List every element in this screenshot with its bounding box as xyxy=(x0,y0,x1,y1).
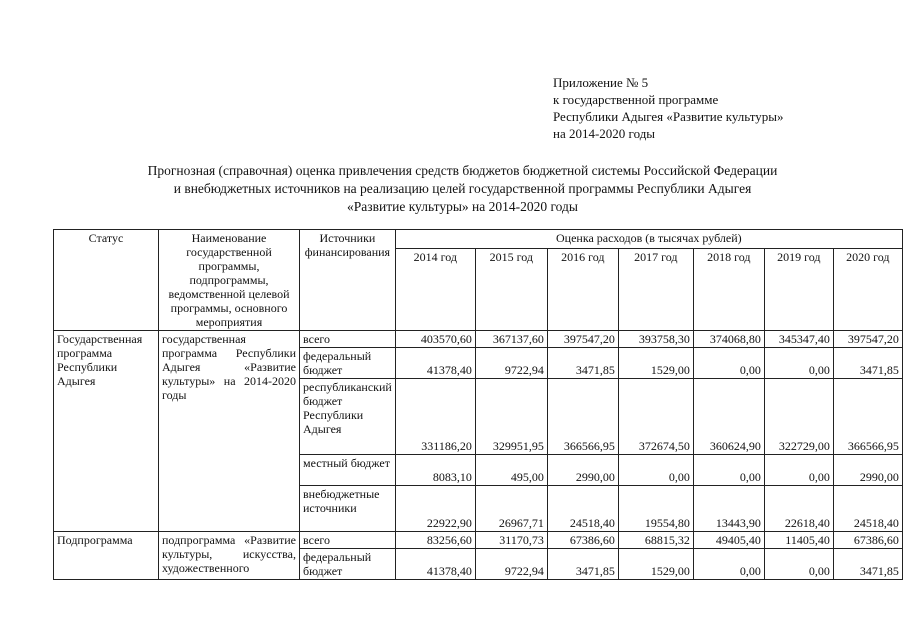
header-status: Статус xyxy=(54,230,159,331)
value-cell: 397547,20 xyxy=(833,331,902,348)
source-cell: всего xyxy=(300,532,396,549)
value-cell: 0,00 xyxy=(693,549,764,580)
source-cell: внебюджетные источники xyxy=(300,486,396,532)
source-cell: местный бюджет xyxy=(300,455,396,486)
table-row xyxy=(54,532,903,549)
document-title xyxy=(60,162,865,216)
value-cell: 9722,94 xyxy=(475,549,547,580)
value-cell: 13443,90 xyxy=(693,486,764,532)
header-estimate: Оценка расходов (в тысячах рублей) xyxy=(395,230,902,249)
value-cell: 49405,40 xyxy=(693,532,764,549)
value-cell: 374068,80 xyxy=(693,331,764,348)
title-line: Прогнозная (справочная) оценка привлечения средств бюджетов бюджетной системы Российской Федерации xyxy=(147,163,778,178)
header-sources: Источники финансирования xyxy=(300,230,396,331)
source-cell: федеральный бюджет xyxy=(300,549,396,580)
value-cell: 3471,85 xyxy=(833,549,902,580)
value-cell: 19554,80 xyxy=(618,486,693,532)
value-cell: 360624,90 xyxy=(693,379,764,455)
status-cell: Государственная программа Республики Адыгея xyxy=(54,331,159,532)
value-cell: 0,00 xyxy=(764,348,833,379)
appendix-line: к государственной программе xyxy=(553,92,719,107)
value-cell: 322729,00 xyxy=(764,379,833,455)
value-cell: 24518,40 xyxy=(833,486,902,532)
value-cell: 366566,95 xyxy=(833,379,902,455)
value-cell: 3471,85 xyxy=(547,549,618,580)
value-cell: 3471,85 xyxy=(547,348,618,379)
value-cell: 8083,10 xyxy=(395,455,475,486)
value-cell: 495,00 xyxy=(475,455,547,486)
value-cell: 11405,40 xyxy=(764,532,833,549)
title-line: и внебюджетных источников на реализацию целей государственной программы Республики Адыгея xyxy=(173,181,752,196)
program-name-cell: подпрограмма «Развитие культуры, искусства, художественного xyxy=(159,532,300,580)
header-year: 2018 год xyxy=(693,248,764,330)
value-cell: 2990,00 xyxy=(833,455,902,486)
source-cell: республиканский бюджет Республики Адыгея xyxy=(300,379,396,455)
header-name: Наименование государственной программы, подпрограммы, ведомственной целевой программы, основного мероприятия xyxy=(159,230,300,331)
value-cell: 1529,00 xyxy=(618,549,693,580)
source-cell: федеральный бюджет xyxy=(300,348,396,379)
header-row xyxy=(54,230,903,249)
header-year: 2020 год xyxy=(833,248,902,330)
value-cell: 67386,60 xyxy=(833,532,902,549)
value-cell: 331186,20 xyxy=(395,379,475,455)
program-name-cell: государственная программа Республики Адыгея «Развитие культуры» на 2014-2020 годы xyxy=(159,331,300,532)
value-cell: 366566,95 xyxy=(547,379,618,455)
value-cell: 9722,94 xyxy=(475,348,547,379)
value-cell: 41378,40 xyxy=(395,348,475,379)
value-cell: 31170,73 xyxy=(475,532,547,549)
value-cell: 22922,90 xyxy=(395,486,475,532)
header-year: 2019 год xyxy=(764,248,833,330)
value-cell: 345347,40 xyxy=(764,331,833,348)
appendix-number: Приложение № 5 xyxy=(553,75,649,90)
header-year: 2014 год xyxy=(395,248,475,330)
value-cell: 403570,60 xyxy=(395,331,475,348)
value-cell: 2990,00 xyxy=(547,455,618,486)
value-cell: 68815,32 xyxy=(618,532,693,549)
value-cell: 397547,20 xyxy=(547,331,618,348)
value-cell: 0,00 xyxy=(693,455,764,486)
value-cell: 0,00 xyxy=(693,348,764,379)
value-cell: 1529,00 xyxy=(618,348,693,379)
value-cell: 83256,60 xyxy=(395,532,475,549)
value-cell: 367137,60 xyxy=(475,331,547,348)
value-cell: 372674,50 xyxy=(618,379,693,455)
value-cell: 24518,40 xyxy=(547,486,618,532)
value-cell: 393758,30 xyxy=(618,331,693,348)
value-cell: 41378,40 xyxy=(395,549,475,580)
source-cell: всего xyxy=(300,331,396,348)
header-year: 2016 год xyxy=(547,248,618,330)
value-cell: 22618,40 xyxy=(764,486,833,532)
value-cell: 3471,85 xyxy=(833,348,902,379)
appendix-line: на 2014-2020 годы xyxy=(553,126,656,141)
value-cell: 0,00 xyxy=(764,549,833,580)
header-year: 2015 год xyxy=(475,248,547,330)
header-year: 2017 год xyxy=(618,248,693,330)
value-cell: 0,00 xyxy=(618,455,693,486)
status-cell: Подпрограмма xyxy=(54,532,159,580)
financing-table xyxy=(53,229,903,580)
value-cell: 329951,95 xyxy=(475,379,547,455)
table-row xyxy=(54,331,903,348)
appendix-caption xyxy=(553,74,783,142)
value-cell: 67386,60 xyxy=(547,532,618,549)
appendix-line: Республики Адыгея «Развитие культуры» xyxy=(553,109,784,124)
value-cell: 0,00 xyxy=(764,455,833,486)
value-cell: 26967,71 xyxy=(475,486,547,532)
title-line: «Развитие культуры» на 2014-2020 годы xyxy=(347,199,578,214)
